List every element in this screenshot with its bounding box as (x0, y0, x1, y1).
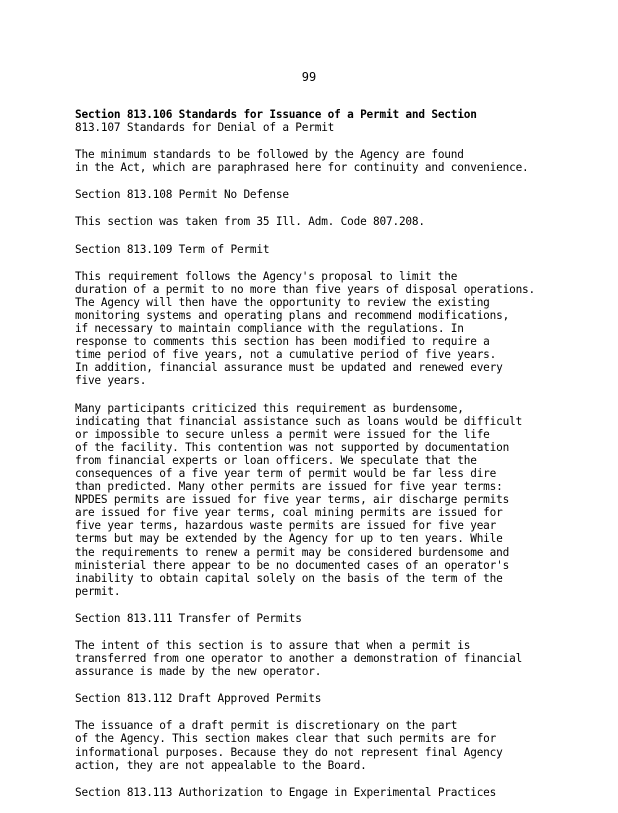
text-line: or impossible to secure unless a permit were issued for the life (75, 427, 490, 441)
text-line: of the Agency. This section makes clear that such permits are for (75, 732, 497, 746)
text-line: ministerial there appear to be no documented cases of an operator's (75, 558, 510, 572)
text-line: time period of five years, not a cumulative period of five years. (75, 348, 497, 362)
text-line: Many participants criticized this requirement as burdensome, (75, 401, 464, 415)
text-line: transferred from one operator to another a demonstration of financial (75, 652, 523, 666)
section-title (75, 188, 555, 201)
text-line: in the Act, which are paraphrased here for continuity and convenience. (75, 161, 529, 175)
text-line: if necessary to maintain compliance with the regulations. In (75, 322, 464, 336)
text-line: five year terms, hazardous waste permits are issued for five year (75, 519, 497, 533)
text-line: terms but may be extended by the Agency for up to ten years. While (75, 532, 503, 546)
text-line: 813.107 Standards for Denial of a Permit (75, 121, 335, 135)
body-paragraph (75, 270, 555, 388)
text-line: of the facility. This contention was not supported by documentation (75, 440, 510, 454)
text-line: response to comments this section has been modified to require a (75, 335, 490, 349)
text-line: consequences of a five year term of permit would be far less dire (75, 466, 497, 480)
text-line: The Agency will then have the opportunity to review the existing (75, 295, 490, 309)
text-line: Section 813.111 Transfer of Permits (75, 611, 302, 625)
text-line: The intent of this section is to assure that when a permit is (75, 639, 471, 652)
text-line: from financial experts or loan officers. We speculate that the (75, 453, 477, 467)
body-paragraph (75, 719, 555, 771)
text-line: The issuance of a draft permit is discretionary on the part (75, 719, 458, 733)
section-title (75, 786, 555, 799)
text-line: Section 813.109 Term of Permit (75, 242, 270, 256)
section-heading (75, 108, 555, 134)
text-line: informational purposes. Because they do not represent final Agency (75, 745, 503, 759)
section-title (75, 692, 555, 705)
text-line: Section 813.113 Authorization to Engage in Experimental Practices (75, 785, 497, 799)
text-line: In addition, financial assurance must be updated and renewed every (75, 361, 503, 375)
text-line: Section 813.106 Standards for Issuance of a Permit and Section (75, 108, 477, 121)
text-line: permit. (75, 584, 121, 598)
body-paragraph (75, 215, 555, 228)
body-paragraph (75, 148, 555, 174)
page-number: 99 (301, 70, 317, 84)
text-line: NPDES permits are issued for five year terms, air discharge permits (75, 493, 510, 507)
text-line: the requirements to renew a permit may be considered burdensome and (75, 545, 510, 559)
body-paragraph (75, 639, 555, 678)
text-line: Section 813.108 Permit No Defense (75, 188, 289, 202)
text-line: The minimum standards to be followed by the Agency are found (75, 148, 464, 162)
text-line: than predicted. Many other permits are issued for five year terms: (75, 480, 503, 494)
text-line: Section 813.112 Draft Approved Permits (75, 692, 322, 706)
text-line: are issued for five year terms, coal mining permits are issued for (75, 506, 503, 520)
text-line: This requirement follows the Agency's proposal to limit the (75, 269, 458, 283)
text-line: This section was taken from 35 Ill. Adm. Code 807.208. (75, 215, 425, 229)
text-line: assurance is made by the new operator. (75, 665, 322, 679)
text-line: inability to obtain capital solely on the basis of the term of the (75, 571, 503, 585)
text-line: duration of a permit to no more than five years of disposal operations. (75, 282, 536, 296)
document-body (75, 108, 555, 813)
text-line: indicating that financial assistance such as loans would be difficult (75, 414, 523, 428)
text-line: action, they are not appealable to the Board. (75, 758, 367, 772)
text-line: monitoring systems and operating plans and recommend modifications, (75, 308, 510, 322)
section-title (75, 243, 555, 256)
text-line: five years. (75, 374, 147, 388)
section-title (75, 612, 555, 625)
body-paragraph (75, 402, 555, 598)
